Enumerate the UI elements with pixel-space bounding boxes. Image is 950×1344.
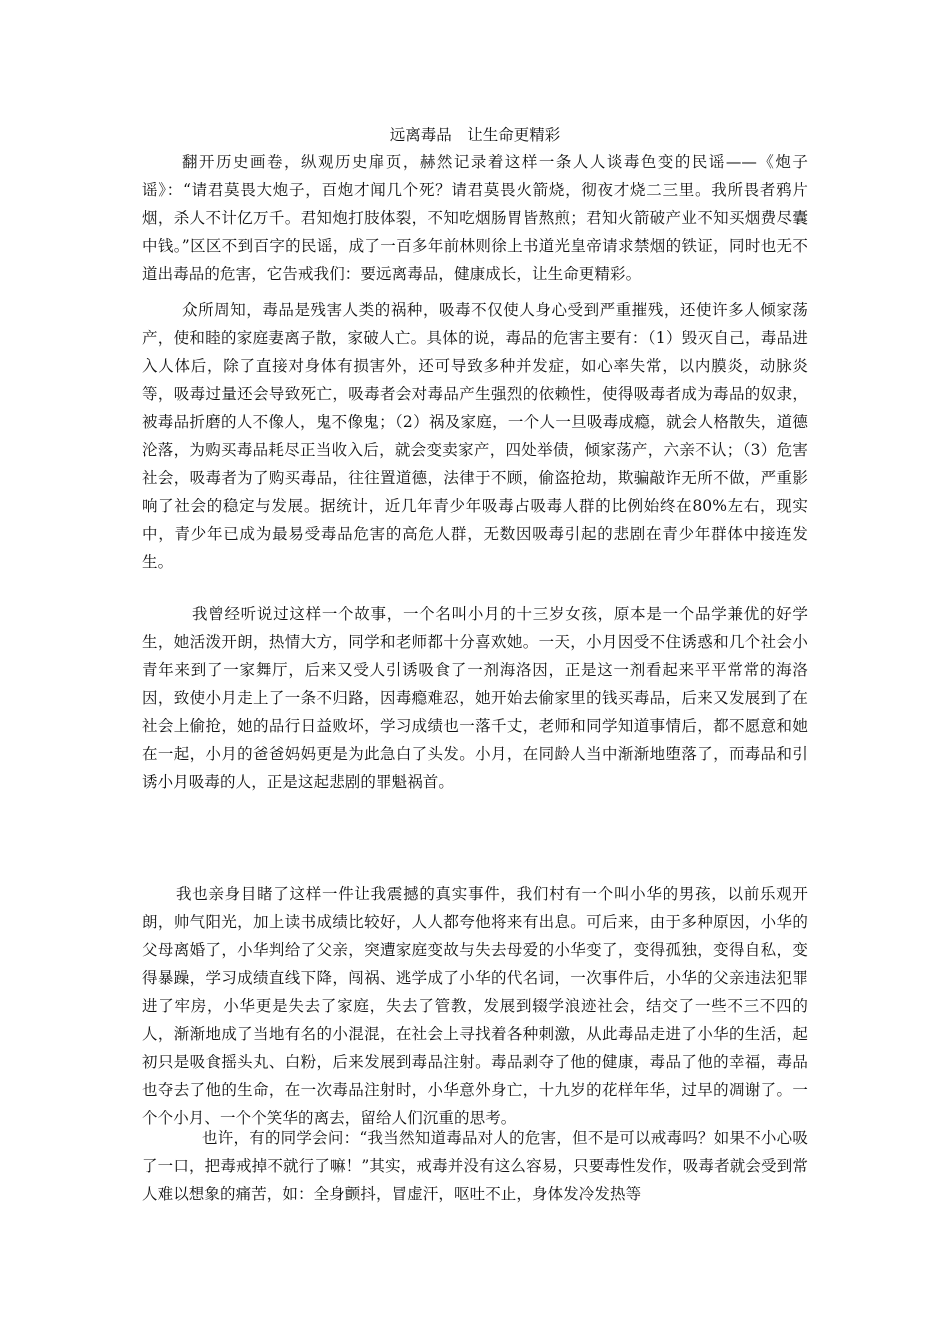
paragraph-4: 我也亲身目睹了这样一件让我震撼的真实事件，我们村有一个叫小华的男孩，以前乐观开朗，帅气阳光，加上读书成绩比较好，人人都夸他将来有出息。可后来，由于多种原因，小华的父母离婚了，小华判给了父亲，突遭家庭变故与失去母爱的小华变了，变得孤独，变得自私，变得暴躁，学习成绩直线下降，闯祸、逃学成了小华的代名词，一次事件后，小华的父亲违法犯罪进了牢房，小华更是失去了家庭，失去了管教，发展到辍学浪迹社会，结交了一些不三不四的人，渐渐地成了当地有名的小混混，在社会上寻找着各种刺激，从此毒品走进了小华的生活，起初只是吸食摇头丸、白粉，后来发展到毒品注射。毒品剥夺了他的健康，毒品了他的幸福，毒品也夺去了他的生命，在一次毒品注射时，小华意外身亡，十九岁的花样年华，过早的凋谢了。一个个小月、一个个笑华的离去，留给人们沉重的思考。: [142, 885, 808, 1127]
paragraph-5: 也许，有的同学会问：“我当然知道毒品对人的危害，但不是可以戒毒吗？如果不小心吸了一口，把毒戒掉不就行了嘛！”其实，戒毒并没有这么容易，只要毒性发作，吸毒者就会受到常人难以想象的痛苦，如：全身颤抖，冒虚汗，呕吐不止，身体发冷发热等: [142, 1129, 808, 1203]
paragraph-2: 众所周知，毒品是残害人类的祸种，吸毒不仅使人身心受到严重摧残，还使许多人倾家荡产，使和睦的家庭妻离子散，家破人亡。具体的说，毒品的危害主要有：（1）毁灭自己，毒品进入人体后，除了直接对身体有损害外，还可导致多种并发症，如心率失常，以内膜炎，动脉炎等，吸毒过量还会导致死亡，吸毒者会对毒品产生强烈的依赖性，使得吸毒者成为毒品的奴隶，被毒品折磨的人不像人，鬼不像鬼；（2）祸及家庭，一个人一旦吸毒成瘾，就会人格散失，道德沦落，为购买毒品耗尽正当收入后，就会变卖家产，四处举债，倾家荡产，六亲不认；（3）危害社会，吸毒者为了购买毒品，往往置道德，法律于不顾，偷盗抢劫，欺骗敲诈无所不做，严重影响了社会的稳定与发展。据统计，近几年青少年吸毒占吸毒人群的比例始终在80%左右，现实中，青少年已成为最易受毒品危害的高危人群，无数因吸毒引起的悲剧在青少年群体中接连发生。: [142, 301, 808, 571]
paragraph-3: 我曾经听说过这样一个故事，一个名叫小月的十三岁女孩，原本是一个品学兼优的好学生，她活泼开朗，热情大方，同学和老师都十分喜欢她。一天，小月因受不住诱惑和几个社会小青年来到了一家舞厅，后来又受人引诱吸食了一剂海洛因，正是这一剂看起来平平常常的海洛因，致使小月走上了一条不归路，因毒瘾难忍，她开始去偷家里的钱买毒品，后来又发展到了在社会上偷抢，她的品行日益败坏，学习成绩也一落千丈，老师和同学知道事情后，都不愿意和她在一起，小月的爸爸妈妈更是为此急白了头发。小月，在同龄人当中渐渐地堕落了，而毒品和引诱小月吸毒的人，正是这起悲剧的罪魁祸首。: [142, 605, 808, 791]
document-title: 远离毒品 让生命更精彩: [389, 126, 561, 144]
paragraph-1: 翻开历史画卷，纵观历史扉页，赫然记录着这样一条人人谈毒色变的民谣——《炮子谣》：“请君莫畏大炮子，百炮才闻几个死？请君莫畏火箭烧，彻夜才烧二三里。我所畏者鸦片烟，杀人不计亿万千。君知炮打肢体裂，不知吃烟肠胃皆熬煎；君知火箭破产业不知买烟费尽囊中钱。”区区不到百字的民谣，成了一百多年前林则徐上书道光皇帝请求禁烟的铁证，同时也无不道出毒品的危害，它告戒我们：要远离毒品，健康成长，让生命更精彩。: [142, 153, 808, 283]
